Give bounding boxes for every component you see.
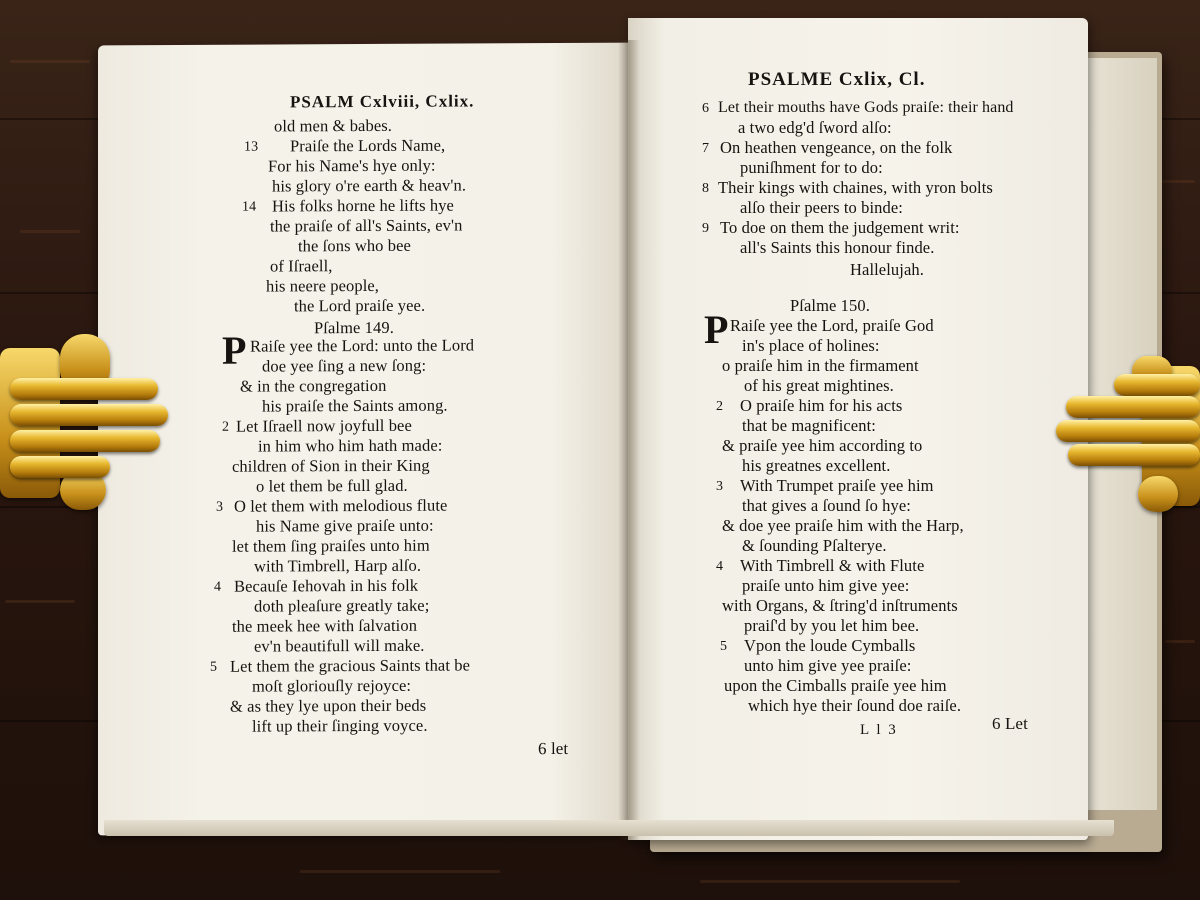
text-line: Let their mouths have Gods praiſe: their hand (718, 99, 1014, 116)
text-line: puniſhment for to do: (740, 158, 883, 177)
text-line: His folks horne he lifts hye (272, 195, 454, 216)
text-line: his glory o're earth & heav'n. (272, 175, 467, 196)
text-line: & doe yee praiſe him with the Harp, (722, 516, 964, 535)
text-line: of his great mightines. (744, 376, 894, 395)
text-line: Becauſe Iehovah in his folk (234, 575, 419, 596)
text-line: upon the Cimballs praiſe yee him (724, 676, 947, 695)
text-line: With Timbrell & with Flute (740, 556, 925, 575)
text-line: Their kings with chaines, with yron bolts (718, 178, 993, 197)
text-line: O let them with melodious flute (234, 495, 448, 516)
text-line: in him who him hath made: (258, 435, 443, 456)
psalm-title: Pſalme 149. (314, 317, 394, 338)
text-line: old men & babes. (274, 115, 392, 136)
drop-cap: P (704, 307, 729, 352)
text-line: unto him give yee praiſe: (744, 656, 912, 675)
text-line: his neere people, (266, 275, 380, 296)
text-line: the ſons who bee (298, 235, 411, 256)
text-line: o praiſe him in the firmament (722, 356, 919, 375)
verse-number: 4 (214, 579, 222, 595)
book-gutter (618, 40, 640, 840)
text-line: Let them the gracious Saints that be (230, 655, 471, 676)
text-line: a two edg'd ſword alſo: (738, 118, 892, 137)
text-line: his Name give praiſe unto: (256, 515, 434, 536)
text-line: doth pleaſure greatly take; (254, 595, 430, 616)
verse-number: 9 (702, 221, 710, 236)
verse-number: 8 (702, 181, 710, 196)
verse-number: 7 (702, 141, 710, 156)
text-line: & praiſe yee him according to (722, 436, 923, 455)
text-line: o let them be full glad. (256, 475, 408, 496)
text-line: of Iſraell, (270, 256, 333, 276)
text-line: O praiſe him for his acts (740, 396, 903, 415)
text-line: alſo their peers to binde: (740, 198, 903, 217)
text-line: his greatnes excellent. (742, 456, 891, 475)
right-page (628, 18, 1088, 840)
text-line: With Trumpet praiſe yee him (740, 476, 934, 495)
page-bottom-edge (104, 820, 1114, 836)
text-line: ev'n beautifull will make. (254, 635, 425, 656)
text-line: the praiſe of all's Saints, ev'n (270, 215, 463, 236)
text-line: that gives a ſound ſo hye: (742, 496, 911, 515)
page-header: PSALME Cxlix, Cl. (748, 69, 926, 90)
text-line: To doe on them the judgement writ: (720, 218, 960, 237)
text-line: the meek hee with ſalvation (232, 615, 418, 636)
text-line: Praiſe the Lords Name, (290, 135, 446, 156)
catchword: 6 Let (992, 714, 1028, 733)
drop-cap: P (222, 327, 247, 373)
text-line: his praiſe the Saints among. (262, 395, 448, 416)
text-line: On heathen vengeance, on the folk (720, 138, 953, 157)
catchword: 6 let (538, 738, 569, 759)
text-line: moſt gloriouſly rejoyce: (252, 675, 412, 696)
text-line: For his Name's hye only: (268, 155, 436, 176)
psalm-title: Pſalme 150. (790, 296, 870, 315)
verse-number: 13 (244, 139, 259, 155)
verse-number: 4 (716, 559, 724, 574)
text-line: Raiſe yee the Lord: unto the Lord (250, 335, 475, 356)
text-line: & as they lye upon their beds (230, 695, 427, 716)
text-line: let them ſing praiſes unto him (232, 535, 430, 556)
verse-number: 5 (720, 639, 728, 654)
signature-mark: L l 3 (860, 722, 898, 738)
text-line: Raiſe yee the Lord, praiſe God (730, 316, 934, 335)
text-line: lift up their ſinging voyce. (252, 715, 428, 736)
verse-number: 14 (242, 199, 257, 215)
page-header: PSALM Cxlviii, Cxlix. (290, 91, 475, 112)
verse-number: 2 (222, 419, 230, 435)
text-line: the Lord praiſe yee. (294, 295, 426, 316)
text-line: Hallelujah. (850, 260, 924, 279)
text-line: which hye their ſound doe raiſe. (748, 696, 962, 715)
left-page (98, 43, 631, 836)
verse-number: 6 (702, 101, 710, 116)
verse-number: 3 (216, 499, 224, 515)
text-line: with Organs, & ſtring'd inſtruments (722, 596, 958, 615)
text-line: in's place of holines: (742, 336, 880, 355)
verse-number: 5 (210, 659, 218, 675)
text-line: that be magnificent: (742, 416, 876, 435)
text-line: praiſe unto him give yee: (742, 576, 910, 595)
text-line: Let Iſraell now joyfull bee (236, 415, 412, 436)
text-line: & ſounding Pſalterye. (742, 536, 887, 555)
verse-number: 2 (716, 399, 724, 414)
text-line: praiſ'd by you let him bee. (744, 616, 920, 635)
text-line: doe yee ſing a new ſong: (262, 355, 427, 376)
verse-number: 3 (716, 479, 724, 494)
text-line: Vpon the loude Cymballs (744, 636, 916, 655)
left-gold-page-clip (0, 330, 175, 515)
right-gold-page-clip (1052, 356, 1200, 516)
text-line: children of Sion in their King (232, 455, 430, 476)
text-line: & in the congregation (240, 375, 387, 396)
text-line: with Timbrell, Harp alſo. (254, 555, 422, 576)
text-line: all's Saints this honour finde. (740, 238, 935, 257)
